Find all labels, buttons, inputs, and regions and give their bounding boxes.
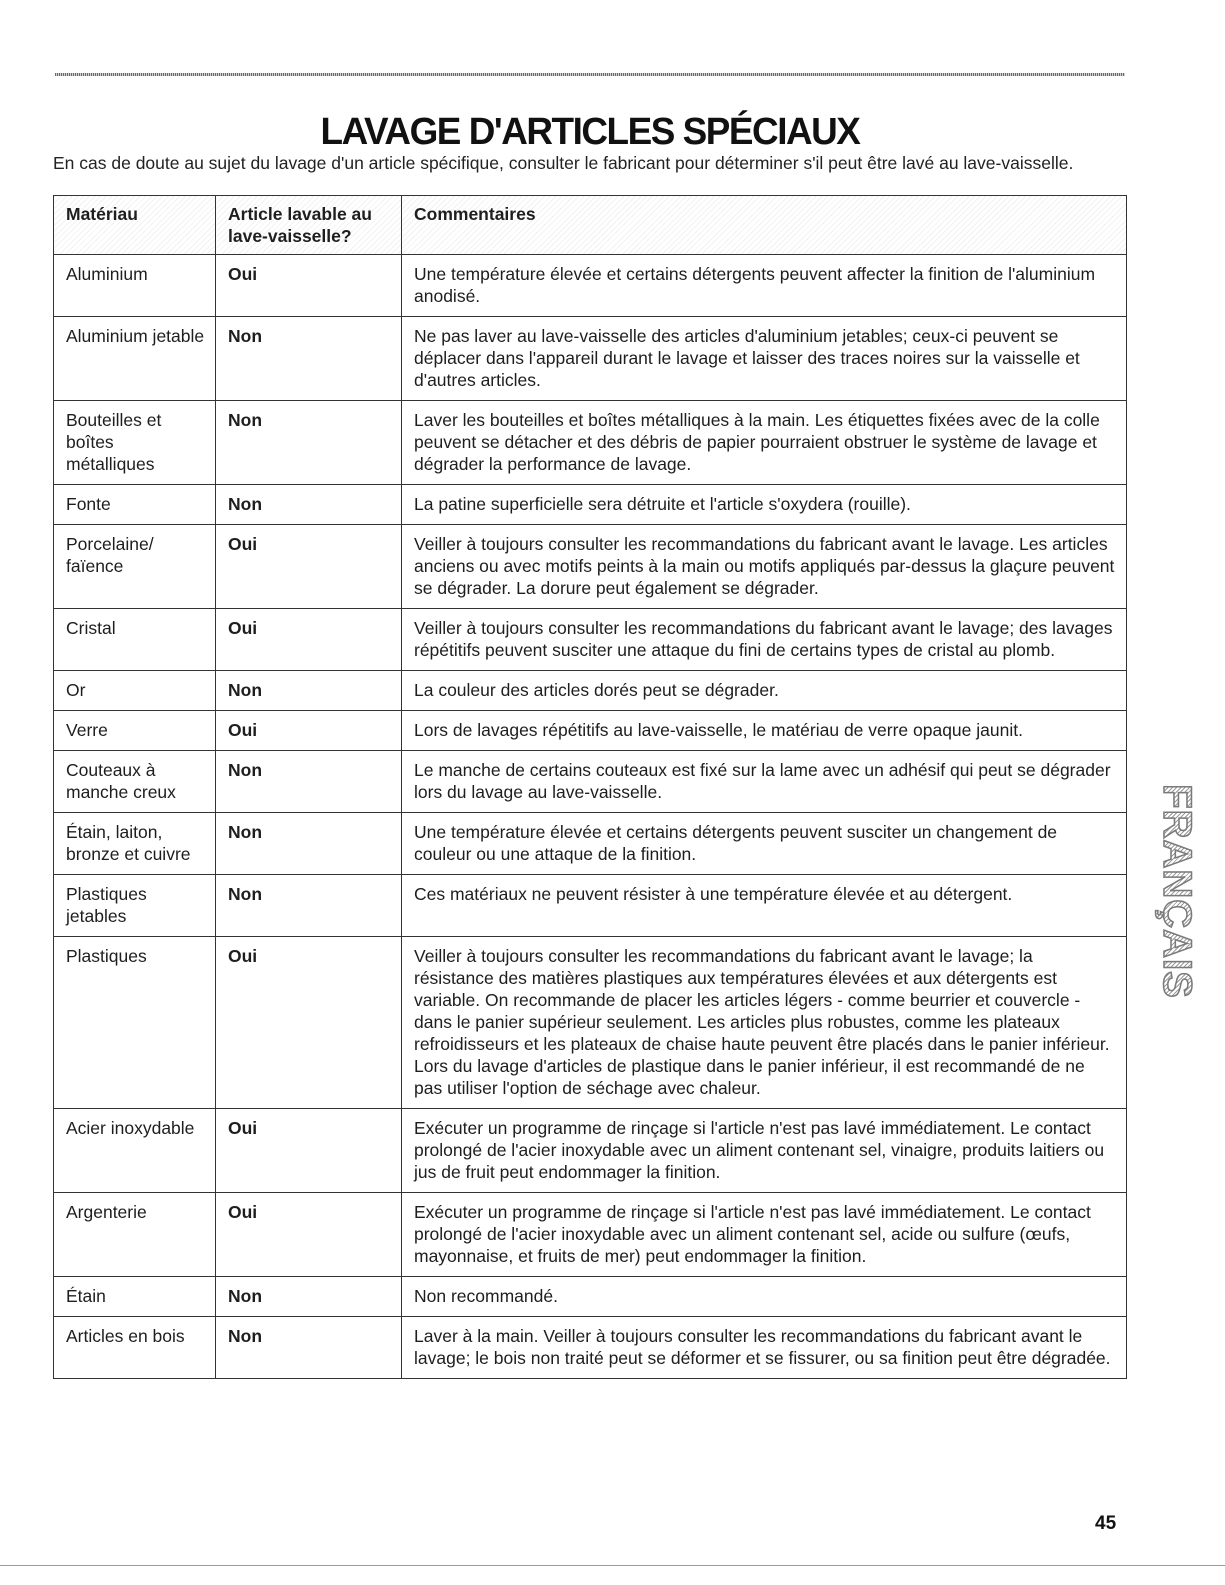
material-cell: Articles en bois [54, 1317, 216, 1379]
material-cell: Étain, laiton, bronze et cuivre [54, 813, 216, 875]
washable-cell: Non [216, 485, 402, 525]
comment-cell: Ces matériaux ne peuvent résister à une température élevée et au détergent. [402, 875, 1127, 937]
washable-cell: Non [216, 751, 402, 813]
material-cell: Argenterie [54, 1193, 216, 1277]
header-material: Matériau [54, 196, 216, 255]
washable-cell: Non [216, 401, 402, 485]
comment-cell: Le manche de certains couteaux est fixé sur la lame avec un adhésif qui peut se dégrader lors du lavage au lave-vaisselle. [402, 751, 1127, 813]
comment-cell: Une température élevée et certains détergents peuvent susciter un changement de couleur ou une attaque de la finition. [402, 813, 1127, 875]
bottom-rule [0, 1565, 1225, 1566]
table-header-row [54, 196, 1127, 255]
material-cell: Fonte [54, 485, 216, 525]
washable-cell: Oui [216, 1193, 402, 1277]
comment-cell: Exécuter un programme de rinçage si l'article n'est pas lavé immédiatement. Le contact prolongé de l'acier inoxydable avec un aliment contenant sel, vinaigre, produits laitiers ou jus de fruit peut endommager la finition. [402, 1109, 1127, 1193]
material-cell: Plastiques jetables [54, 875, 216, 937]
washable-cell: Oui [216, 255, 402, 317]
washable-cell: Oui [216, 525, 402, 609]
table-row [54, 711, 1127, 751]
table-row [54, 1277, 1127, 1317]
material-cell: Cristal [54, 609, 216, 671]
comment-cell: Veiller à toujours consulter les recommandations du fabricant avant le lavage; la résistance des matières plastiques aux températures élevées et aux détergents est variable. On recommande de placer les articles légers - comme beurrier et couvercle - dans le panier supérieur seulement. Les articles plus robustes, comme les plateaux refroidisseurs et les plateaux de chaise haute peuvent être placés dans le panier inférieur. Lors du lavage d'articles de plastique dans le panier inférieur, il est recommandé de ne pas utiliser l'option de séchage avec chaleur. [402, 937, 1127, 1109]
comment-cell: Exécuter un programme de rinçage si l'article n'est pas lavé immédiatement. Le contact prolongé de l'acier inoxydable avec un aliment contenant sel, acide ou sulfure (œufs, mayonnaise, et fruits de mer) peut endommager la finition. [402, 1193, 1127, 1277]
table-row [54, 609, 1127, 671]
table-row [54, 937, 1127, 1109]
washable-cell: Oui [216, 1109, 402, 1193]
table-row [54, 525, 1127, 609]
washable-cell: Non [216, 1317, 402, 1379]
comment-cell: Ne pas laver au lave-vaisselle des articles d'aluminium jetables; ceux-ci peuvent se déplacer dans l'appareil durant le lavage et laisser des traces noires sur la vaisselle et d'autres articles. [402, 317, 1127, 401]
intro-paragraph: En cas de doute au sujet du lavage d'un article spécifique, consulter le fabricant pour déterminer s'il peut être lavé au lave-vaisselle. [53, 152, 1074, 173]
table-row [54, 813, 1127, 875]
comment-cell: La couleur des articles dorés peut se dégrader. [402, 671, 1127, 711]
washable-cell: Non [216, 813, 402, 875]
material-cell: Aluminium jetable [54, 317, 216, 401]
language-side-tab-label: FRANÇAIS [1154, 783, 1199, 999]
washable-cell: Non [216, 875, 402, 937]
comment-cell: Veiller à toujours consulter les recommandations du fabricant avant le lavage. Les articles anciens ou avec motifs peints à la main ou motifs appliqués par-dessus la glaçure peuvent se dégrader. La dorure peut également se dégrader. [402, 525, 1127, 609]
material-cell: Acier inoxydable [54, 1109, 216, 1193]
header-comments: Commentaires [402, 196, 1127, 255]
table-row [54, 875, 1127, 937]
comment-cell: Veiller à toujours consulter les recommandations du fabricant avant le lavage; des lavages répétitifs peuvent susciter une attaque du fini de certains types de cristal au plomb. [402, 609, 1127, 671]
material-cell: Bouteilles et boîtes métalliques [54, 401, 216, 485]
washable-cell: Non [216, 1277, 402, 1317]
material-cell: Plastiques [54, 937, 216, 1109]
table-row [54, 317, 1127, 401]
comment-cell: La patine superficielle sera détruite et l'article s'oxydera (rouille). [402, 485, 1127, 525]
material-cell: Étain [54, 1277, 216, 1317]
table-row [54, 255, 1127, 317]
top-rule [55, 73, 1125, 76]
table-row [54, 1109, 1127, 1193]
special-items-table [53, 195, 1127, 1379]
washable-cell: Oui [216, 937, 402, 1109]
comment-cell: Lors de lavages répétitifs au lave-vaisselle, le matériau de verre opaque jaunit. [402, 711, 1127, 751]
material-cell: Or [54, 671, 216, 711]
washable-cell: Oui [216, 609, 402, 671]
table-row [54, 401, 1127, 485]
washable-cell: Non [216, 671, 402, 711]
table-row [54, 485, 1127, 525]
page-number: 45 [1095, 1513, 1117, 1534]
comment-cell: Une température élevée et certains détergents peuvent affecter la finition de l'aluminium anodisé. [402, 255, 1127, 317]
washable-cell: Non [216, 317, 402, 401]
material-cell: Verre [54, 711, 216, 751]
table-row [54, 1317, 1127, 1379]
table-row [54, 751, 1127, 813]
material-cell: Porcelaine/ faïence [54, 525, 216, 609]
page-title: LAVAGE D'ARTICLES SPÉCIAUX [320, 111, 860, 154]
material-cell: Couteaux à manche creux [54, 751, 216, 813]
comment-cell: Laver les bouteilles et boîtes métalliques à la main. Les étiquettes fixées avec de la colle peuvent se détacher et des débris de papier pourraient obstruer le système de lavage et dégrader la performance de lavage. [402, 401, 1127, 485]
comment-cell: Non recommandé. [402, 1277, 1127, 1317]
language-side-tab [1152, 783, 1200, 999]
table-row [54, 1193, 1127, 1277]
material-cell: Aluminium [54, 255, 216, 317]
washable-cell: Oui [216, 711, 402, 751]
header-washable: Article lavable au lave-vaisselle? [216, 196, 402, 255]
comment-cell: Laver à la main. Veiller à toujours consulter les recommandations du fabricant avant le lavage; le bois non traité peut se déformer et se fissurer, ou sa finition peut être dégradée. [402, 1317, 1127, 1379]
table-row [54, 671, 1127, 711]
